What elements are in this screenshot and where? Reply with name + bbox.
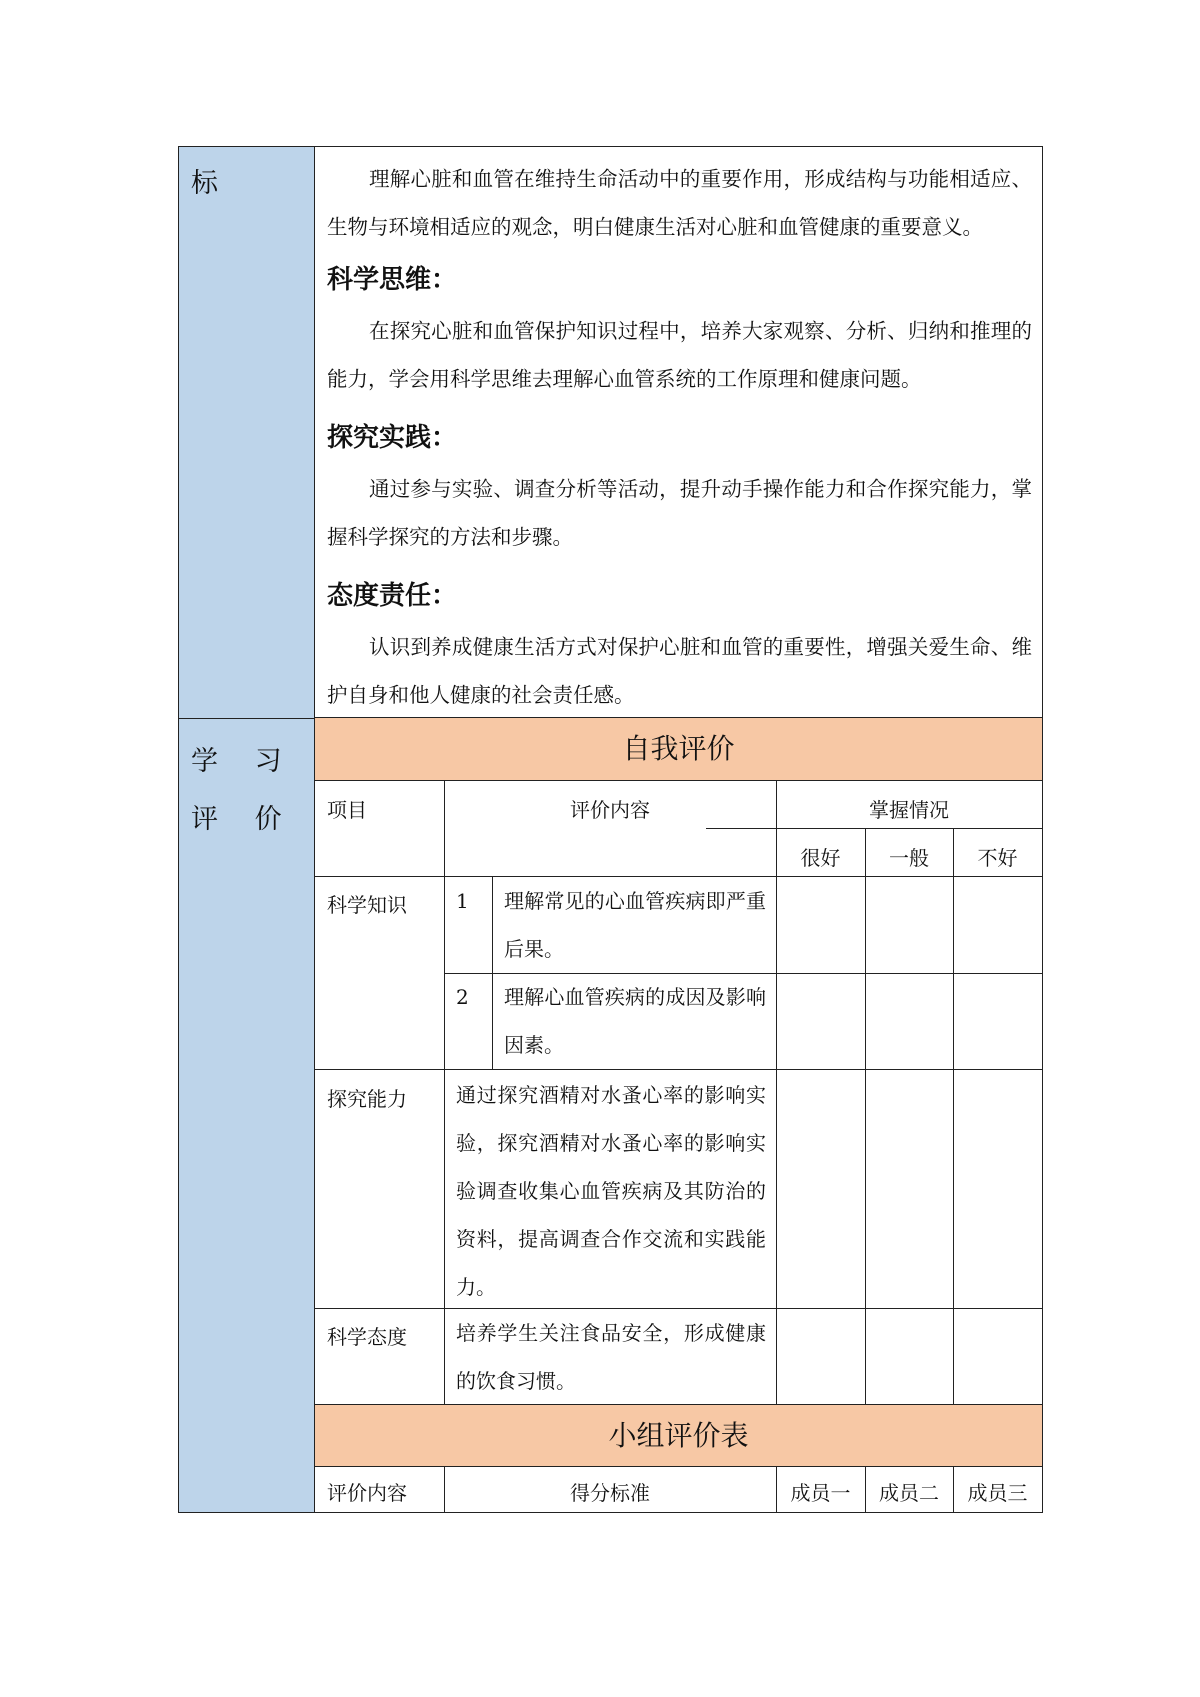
left-label-column [179,147,315,1512]
goal-heading-practice: 探究实践： [327,423,458,453]
group-header-member-1: 成员一 [790,1481,851,1505]
goal-heading-attitude: 态度责任： [327,581,458,611]
left-divider [179,718,315,719]
header-poor: 不好 [977,846,1018,870]
goal-text-practice: 通过参与实验、调查分析等活动，提升动手操作能力和合作探究能力，掌握科学探究的方法和步骤。 [327,477,1032,549]
row-item-attitude: 科学态度 [327,1325,407,1349]
lesson-table [178,146,1043,1513]
group-header-member-2: 成员二 [879,1481,939,1505]
header-good: 很好 [800,846,841,870]
header-mastery: 掌握情况 [869,798,949,822]
goal-intro: 理解心脏和血管在维持生命活动中的重要作用，形成结构与功能相适应、生物与环境相适应的观念，明白健康生活对心脏和血管健康的重要意义。 [327,167,1032,239]
goal-heading-thinking: 科学思维： [327,265,458,295]
grid-line [492,876,493,1069]
grid-line [953,828,954,1404]
goal-text-thinking: 在探究心脏和血管保护知识过程中，培养大家观察、分析、归纳和推理的能力，学会用科学思维去理解心血管系统的工作原理和健康问题。 [327,319,1032,391]
grid-line [315,1069,1042,1070]
header-content: 评价内容 [570,798,650,822]
header-average: 一般 [889,846,929,870]
goal-text-attitude: 认识到养成健康生活方式对保护心脏和血管的重要性，增强关爱生命、维护自身和他人健康的社会责任感。 [327,635,1032,707]
group-header-criteria: 得分标准 [570,1481,650,1505]
self-eval-title: 自我评价 [315,718,1042,781]
row-content-inquiry: 通过探究酒精对水蚤心率的影响实验，探究酒精对水蚤心率的影响实验调查收集心血管疾病及其防治的资料，提高调查合作交流和实践能力。 [456,1083,766,1299]
row-content-1: 理解常见的心血管疾病即严重后果。 [504,889,766,961]
row-num-2: 2 [456,985,469,1009]
grid-line [706,828,1042,829]
row-content-2: 理解心血管疾病的成因及影响因素。 [504,985,766,1057]
grid-line [776,781,777,1404]
assessment-label: 学 习 评 价 [191,746,296,835]
row-item-knowledge: 科学知识 [327,893,407,917]
grid-line [444,781,445,1404]
header-item: 项目 [327,798,367,822]
row-num-1: 1 [456,889,469,913]
grid-line [865,828,866,1404]
learning-goals [315,147,1042,718]
group-header-member-3: 成员三 [967,1481,1028,1505]
row-content-attitude: 培养学生关注食品安全，形成健康的饮食习惯。 [456,1321,766,1393]
group-header-content: 评价内容 [327,1481,407,1505]
goal-label-tail: 标 [191,168,218,199]
group-eval-title: 小组评价表 [315,1404,1042,1467]
row-item-inquiry: 探究能力 [327,1087,407,1111]
